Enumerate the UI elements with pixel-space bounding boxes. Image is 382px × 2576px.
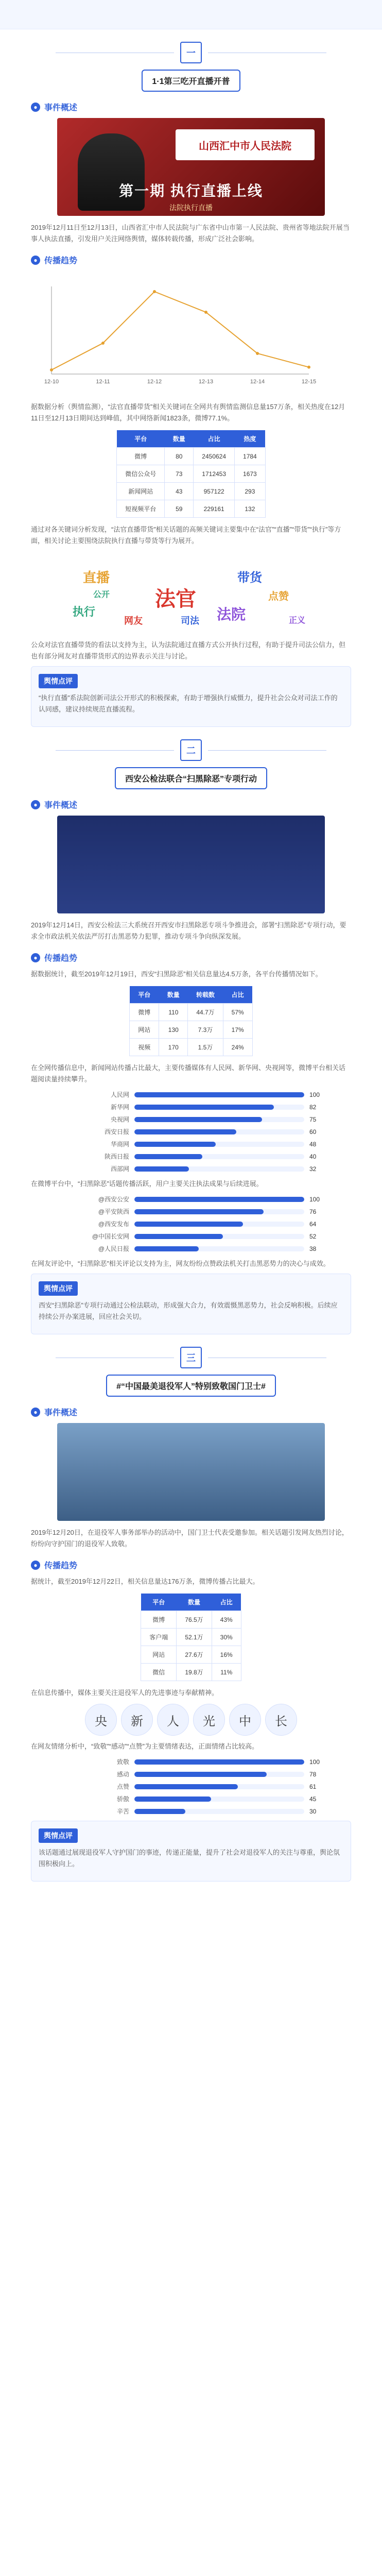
platform-paragraph: 在微博平台中，“扫黑除恶”话题传播活跃，用户主要关注执法成果与后续进展。 (31, 1180, 263, 1188)
bar-track (134, 1117, 304, 1122)
bar-label: 西部网 (110, 1165, 129, 1173)
platform-table (141, 1594, 241, 1681)
table-cell: 17% (223, 1021, 252, 1039)
table-row (141, 1611, 241, 1629)
media-paragraph: 在全网传播信息中，新闻网站传播占比最大，主要传播媒体有人民网、新华网、央视网等，微博平台相关话题阅读量持续攀升。 (31, 1064, 346, 1083)
word-cloud-word: 公开 (93, 590, 110, 599)
chart-marks (50, 290, 310, 371)
table-cell: 44.7万 (188, 1004, 223, 1021)
table-cell: 57% (223, 1004, 252, 1021)
video-still (57, 118, 325, 216)
word-cloud-word: 直播 (83, 570, 110, 585)
bar-value: 38 (309, 1245, 317, 1252)
sub-title: 传播趋势 (44, 954, 78, 963)
bar-value: 100 (309, 1195, 320, 1203)
footer-spacer (0, 1882, 382, 1897)
bar-label: 致敬 (116, 1758, 129, 1766)
table-cell: 43% (212, 1611, 241, 1629)
trend-paragraph: 据数据分析（舆情监测），“法官直播带货”相关关键词在全网共有舆情监测信息量157万条，相关热度在12月11日至12月13日期间达到峰值，其中网络新闻1823条，微博77.1%。 (31, 403, 345, 422)
bar-fill (134, 1797, 211, 1802)
table-cell: 76.5万 (177, 1611, 212, 1629)
sub-header-trend (31, 1559, 351, 1571)
table-cell: 微博 (130, 1004, 159, 1021)
media-logo-icon: 央 (85, 1704, 117, 1736)
bar-row (47, 1207, 335, 1216)
section-3 (0, 1347, 382, 1882)
table-row (117, 500, 265, 518)
table-cell: 7.3万 (188, 1021, 223, 1039)
sub-header-event (31, 799, 351, 810)
table-header: 热度 (235, 430, 266, 448)
bar-label: 新华网 (110, 1104, 129, 1111)
summary-box (31, 1274, 351, 1334)
table-cell: 微信公众号 (117, 465, 165, 483)
bar-label: 华商网 (110, 1141, 129, 1148)
word-cloud-word: 执行 (73, 605, 96, 618)
section-1 (0, 42, 382, 727)
bar-row (47, 1152, 335, 1161)
trend-chart (31, 276, 319, 389)
table-cell: 59 (165, 500, 194, 518)
table-header: 平台 (141, 1594, 177, 1611)
bar-track (134, 1772, 304, 1777)
event-paragraph: 2019年12月14日，西安公检法三大系统召开西安市扫黑除恶专项斗争推进会，部署“扫黑除恶”专项行动，要求全市政法机关依法严厉打击黑恶势力犯罪，推动专项斗争向纵深发展。 (31, 921, 346, 940)
bar-value: 76 (309, 1208, 317, 1215)
bar-value: 100 (309, 1091, 320, 1098)
video-subcaption: 法院执行直播 (169, 204, 213, 212)
bar-track (134, 1209, 304, 1214)
platform-bar-list (47, 1195, 335, 1253)
table-cell: 2450624 (194, 448, 235, 465)
table-cell: 客户端 (141, 1629, 177, 1646)
trend-point (153, 290, 156, 293)
sentiment-bar-list (47, 1757, 335, 1816)
bar-fill (134, 1772, 267, 1777)
bullet-icon: ● (31, 1561, 40, 1570)
table-cell: 130 (159, 1021, 188, 1039)
bar-value: 30 (309, 1807, 317, 1815)
table-cell: 52.1万 (177, 1629, 212, 1646)
table-cell: 132 (235, 500, 266, 518)
table-row (130, 1021, 252, 1039)
bar-track (134, 1142, 304, 1147)
bar-row (47, 1090, 335, 1099)
media-logo-icon: 光 (193, 1704, 225, 1736)
bar-label: 点赞 (116, 1783, 129, 1790)
bar-value: 52 (309, 1232, 317, 1240)
bar-fill (134, 1142, 216, 1147)
table-cell: 24% (223, 1039, 252, 1056)
word-cloud-word: 法院 (217, 606, 246, 622)
trend-point (101, 342, 105, 345)
x-tick-label: 12-12 (147, 379, 162, 385)
table-header: 数量 (159, 986, 188, 1004)
table-cell: 957122 (194, 483, 235, 500)
table-cell: 1784 (235, 448, 266, 465)
bullet-icon: ● (31, 1408, 40, 1417)
media-logo-strip (31, 1704, 351, 1736)
bar-fill (134, 1166, 189, 1172)
public-paragraph: 公众对法官直播带货的看法以支持为主，认为法院通过直播方式公开执行过程，有助于提升司法公信力，但也有部分网友对直播带货形式的边界表示关注与讨论。 (31, 641, 346, 660)
bar-label: @中国长安网 (92, 1233, 129, 1240)
bar-value: 40 (309, 1153, 317, 1160)
table-cell: 73 (165, 465, 194, 483)
word-cloud-word: 网友 (124, 616, 143, 626)
top-bar (0, 0, 382, 29)
summary-text: “执行直播”系法院创新司法公开形式的积极探索，有助于增强执行威慑力，提升社会公众对司法工作的认同感，建议持续规范直播流程。 (39, 694, 338, 713)
bar-row (47, 1115, 335, 1124)
bar-value: 100 (309, 1758, 320, 1766)
top-paragraph: 在信息传播中，媒体主要关注退役军人的先进事迹与奉献精神。 (31, 1689, 219, 1697)
table-row (130, 1004, 252, 1021)
media-logo-icon: 中 (229, 1704, 261, 1736)
bar-fill (134, 1105, 274, 1110)
bar-label: 骄傲 (116, 1795, 129, 1803)
bar-fill (134, 1154, 202, 1159)
chart-tick-labels (44, 379, 316, 385)
table-cell: 80 (165, 448, 194, 465)
table-cell: 1.5万 (188, 1039, 223, 1056)
table-header-row (130, 986, 252, 1004)
trend-line (51, 292, 309, 370)
table-cell: 1712453 (194, 465, 235, 483)
table-cell: 微信 (141, 1664, 177, 1681)
table-cell: 视频 (130, 1039, 159, 1056)
x-tick-label: 12-14 (250, 379, 265, 385)
bar-value: 78 (309, 1770, 317, 1778)
word-cloud-word: 带货 (237, 571, 262, 585)
table-cell: 短视频平台 (117, 500, 165, 518)
bar-label: 感动 (116, 1771, 129, 1778)
trend-point (256, 352, 259, 355)
word-cloud-word: 法官 (155, 588, 196, 611)
summary-text: 西安“扫黑除恶”专项行动通过公检法联动，形成强大合力，有效震慑黑恶势力，社会反响积极。后续应持续公开办案进展，回应社会关切。 (39, 1301, 338, 1320)
table-row (141, 1664, 241, 1681)
word-cloud (52, 552, 330, 634)
bar-row (47, 1127, 335, 1136)
bar-label: @西安公安 (98, 1196, 129, 1203)
bullet-icon: ● (31, 800, 40, 809)
table-header-row (141, 1594, 241, 1611)
sub-header-trend (31, 952, 351, 963)
table-cell: 30% (212, 1629, 241, 1646)
table-cell: 微博 (117, 448, 165, 465)
comment-paragraph: 在网友评论中，“扫黑除恶”相关评论以支持为主，网友纷纷点赞政法机关打击黑恶势力的决心与成效。 (31, 1260, 330, 1267)
bullet-icon: ● (31, 953, 40, 962)
bar-row (47, 1140, 335, 1148)
bar-row (47, 1782, 335, 1791)
sub-header-trend (31, 254, 351, 266)
bar-value: 82 (309, 1103, 317, 1111)
table-row (117, 448, 265, 465)
divider (56, 750, 174, 751)
table-row (117, 483, 265, 500)
bar-fill (134, 1117, 262, 1122)
bar-track (134, 1105, 304, 1110)
bar-value: 48 (309, 1140, 317, 1148)
bar-fill (134, 1129, 236, 1134)
bar-value: 75 (309, 1115, 317, 1123)
summary-box (31, 1821, 351, 1882)
video-caption: 第一期 执行直播上线 (119, 183, 263, 199)
bar-label: @平安陕西 (98, 1208, 129, 1215)
table-row (141, 1629, 241, 1646)
summary-title: 舆情点评 (39, 1828, 78, 1843)
table-header-row (117, 430, 265, 448)
sub-header-event (31, 101, 351, 113)
table-header: 平台 (130, 986, 159, 1004)
bar-track (134, 1759, 304, 1765)
sub-title: 事件概述 (44, 1409, 78, 1417)
table-cell: 293 (235, 483, 266, 500)
x-tick-label: 12-10 (44, 379, 59, 385)
bar-value: 61 (309, 1783, 317, 1790)
bar-row (47, 1164, 335, 1173)
section-number: 三 (180, 1347, 202, 1368)
media-bar-list (47, 1090, 335, 1173)
table-row (130, 1039, 252, 1056)
bar-fill (134, 1784, 238, 1789)
bullet-icon: ● (31, 256, 40, 265)
bar-row (47, 1232, 335, 1241)
table-header: 占比 (223, 986, 252, 1004)
table-cell: 新闻网站 (117, 483, 165, 500)
meeting-photo (57, 816, 325, 913)
media-logo-icon: 长 (265, 1704, 297, 1736)
bar-fill (134, 1222, 243, 1227)
section-header (31, 42, 351, 63)
x-tick-label: 12-15 (301, 379, 317, 385)
bar-fill (134, 1246, 199, 1251)
bar-row (47, 1770, 335, 1778)
table-cell: 网站 (130, 1021, 159, 1039)
trend-point (50, 368, 53, 371)
word-cloud-word: 点赞 (268, 591, 289, 602)
bar-track (134, 1129, 304, 1134)
sub-title: 事件概述 (44, 801, 78, 810)
table-row (117, 465, 265, 483)
table-row (141, 1646, 241, 1664)
sub-title: 传播趋势 (44, 257, 78, 265)
event-paragraph: 2019年12月11日至12月13日，山西省汇中市人民法院与广东省中山市第一人民法院、贵州省等地法院开展当事人执法直播，引发用户关注网络舆情，媒体转载传播，形成广泛社会影响。 (31, 224, 350, 243)
section-title: #“中国最美退役军人”特别致敬国门卫士# (106, 1375, 276, 1397)
bar-track (134, 1797, 304, 1802)
table-cell: 19.8万 (177, 1664, 212, 1681)
bar-label: @西安发布 (98, 1221, 129, 1228)
table-cell: 网站 (141, 1646, 177, 1664)
bar-row (47, 1103, 335, 1111)
word-cloud-word: 正义 (289, 616, 306, 625)
table-header: 占比 (194, 430, 235, 448)
media-logo-icon: 人 (157, 1704, 189, 1736)
bar-track (134, 1222, 304, 1227)
bar-track (134, 1092, 304, 1097)
table-header: 转载数 (188, 986, 223, 1004)
sub-header-event (31, 1406, 351, 1418)
bar-label: 陕西日报 (104, 1153, 129, 1160)
event-paragraph: 2019年12月20日，在退役军人事务部举办的活动中，国门卫士代表受邀参加。相关话题引发网友热烈讨论，纷纷向守护国门的退役军人致敬。 (31, 1529, 349, 1548)
table-cell: 43 (165, 483, 194, 500)
bar-value: 60 (309, 1128, 317, 1136)
bar-fill (134, 1809, 185, 1814)
trend-point (204, 311, 207, 314)
bar-track (134, 1784, 304, 1789)
table-header: 数量 (177, 1594, 212, 1611)
bar-label: 人民网 (110, 1091, 129, 1098)
bar-fill (134, 1092, 304, 1097)
bar-label: 辛苦 (116, 1808, 129, 1815)
word-cloud-word: 司法 (181, 616, 199, 626)
bar-label: @人民日报 (98, 1245, 129, 1252)
bar-track (134, 1154, 304, 1159)
summary-text: 该话题通过展现退役军人守护国门的事迹，传递正能量，提升了社会对退役军人的关注与尊重，舆论氛围积极向上。 (39, 1849, 340, 1868)
chart-axes (51, 286, 309, 374)
bar-row (47, 1807, 335, 1816)
bar-value: 64 (309, 1220, 317, 1228)
bar-label: 西安日报 (104, 1128, 129, 1136)
bar-track (134, 1809, 304, 1814)
bar-row (47, 1757, 335, 1766)
table-cell: 16% (212, 1646, 241, 1664)
section-title: 1·1第三吃开直播开普 (142, 70, 240, 92)
table-cell: 27.6万 (177, 1646, 212, 1664)
bar-track (134, 1246, 304, 1251)
bar-value: 45 (309, 1795, 317, 1803)
table-cell: 229161 (194, 500, 235, 518)
section-2 (0, 739, 382, 1334)
trend-paragraph: 据数据统计，截至2019年12月19日，西安“扫黑除恶”相关信息量达4.5万条，各平台传播情况如下。 (31, 970, 322, 978)
section-number: 二 (180, 739, 202, 761)
bar-label: 央视网 (110, 1116, 129, 1123)
table-header: 数量 (165, 430, 194, 448)
table-cell: 170 (159, 1039, 188, 1056)
sub-title: 事件概述 (44, 104, 78, 112)
x-tick-label: 12-13 (198, 379, 214, 385)
event-photo (57, 1423, 325, 1521)
bar-track (134, 1234, 304, 1239)
media-logo-icon: 新 (121, 1704, 153, 1736)
bar-fill (134, 1759, 304, 1765)
bar-fill (134, 1234, 223, 1239)
table-cell: 微博 (141, 1611, 177, 1629)
bar-row (47, 1794, 335, 1803)
bullet-icon: ● (31, 103, 40, 112)
bar-row (47, 1219, 335, 1228)
bar-track (134, 1166, 304, 1172)
bar-fill (134, 1197, 304, 1202)
summary-box (31, 666, 351, 727)
platform-table (116, 430, 265, 518)
bar-row (47, 1195, 335, 1204)
section-header (31, 739, 351, 761)
bar-row (47, 1244, 335, 1253)
sentiment-paragraph: 在网友情绪分析中，“致敬”“感动”“点赞”为主要情绪表达，正面情绪占比较高。 (31, 1742, 258, 1750)
bar-track (134, 1197, 304, 1202)
section-header (31, 1347, 351, 1368)
x-tick-label: 12-11 (96, 379, 110, 385)
bar-fill (134, 1209, 264, 1214)
table-cell: 1673 (235, 465, 266, 483)
section-number: 一 (180, 42, 202, 63)
divider (208, 750, 326, 751)
banner-text: 山西汇中市人民法院 (176, 129, 315, 160)
table-cell: 11% (212, 1664, 241, 1681)
platform-table (129, 986, 252, 1056)
keyword-paragraph: 通过对各关键词分析发现，“法官直播带货”相关话题的高频关键词主要集中在“法官”“直播”“带货”“执行”等方面，相关讨论主要围绕法院执行直播与带货等行为展开。 (31, 526, 341, 545)
summary-title: 舆情点评 (39, 1281, 78, 1296)
summary-title: 舆情点评 (39, 674, 78, 688)
table-header: 平台 (117, 430, 165, 448)
table-header: 占比 (212, 1594, 241, 1611)
table-cell: 110 (159, 1004, 188, 1021)
trend-paragraph: 据统计，截至2019年12月22日，相关信息量达176万条，微博传播占比最大。 (31, 1578, 259, 1585)
trend-point (307, 366, 310, 369)
section-title: 西安公检法联合“扫黑除恶”专项行动 (115, 767, 267, 789)
sub-title: 传播趋势 (44, 1562, 78, 1570)
bar-value: 32 (309, 1165, 317, 1173)
